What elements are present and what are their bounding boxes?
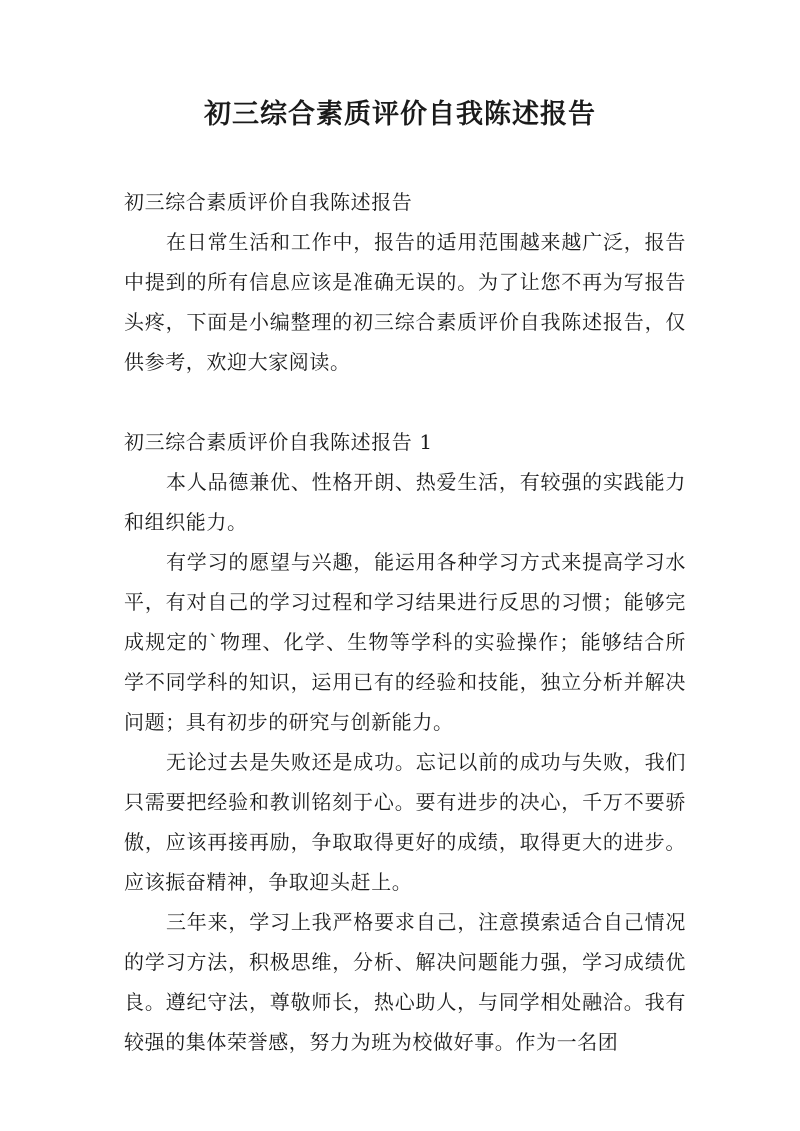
body-paragraph: 本人品德兼优、性格开朗、热爱生活，有较强的实践能力和组织能力。 — [124, 470, 686, 534]
body-paragraph: 三年来，学习上我严格要求自己，注意摸索适合自己情况的学习方法，积极思维，分析、解决问题能力强，学习成绩优良。遵纪守法，尊敬师长，热心助人，与同学相处融洽。我有较强的集体荣誉感，努力为班为校做好事。作为一名团 — [124, 910, 686, 1054]
document-title: 初三综合素质评价自我陈述报告 — [204, 99, 596, 130]
body-paragraph: 无论过去是失败还是成功。忘记以前的成功与失败，我们只需要把经验和教训铭刻于心。要有进步的决心，千万不要骄傲，应该再接再励，争取取得更好的成绩，取得更大的进步。应该振奋精神，争取迎头赶上。 — [124, 750, 686, 894]
document-body — [124, 182, 686, 1062]
intro-paragraph: 在日常生活和工作中，报告的适用范围越来越广泛，报告中提到的所有信息应该是准确无误的。为了让您不再为写报告头疼，下面是小编整理的初三综合素质评价自我陈述报告，仅供参考，欢迎大家阅读。 — [124, 230, 686, 374]
paragraph-spacer — [124, 382, 686, 422]
body-paragraph: 有学习的愿望与兴趣，能运用各种学习方式来提高学习水平，有对自己的学习过程和学习结果进行反思的习惯；能够完成规定的`物理、化学、生物等学科的实验操作；能够结合所学不同学科的知识，运用已有的经验和技能，独立分析并解决问题；具有初步的研究与创新能力。 — [124, 550, 686, 734]
intro-heading: 初三综合素质评价自我陈述报告 — [124, 190, 413, 214]
section-heading: 初三综合素质评价自我陈述报告 1 — [124, 430, 433, 454]
